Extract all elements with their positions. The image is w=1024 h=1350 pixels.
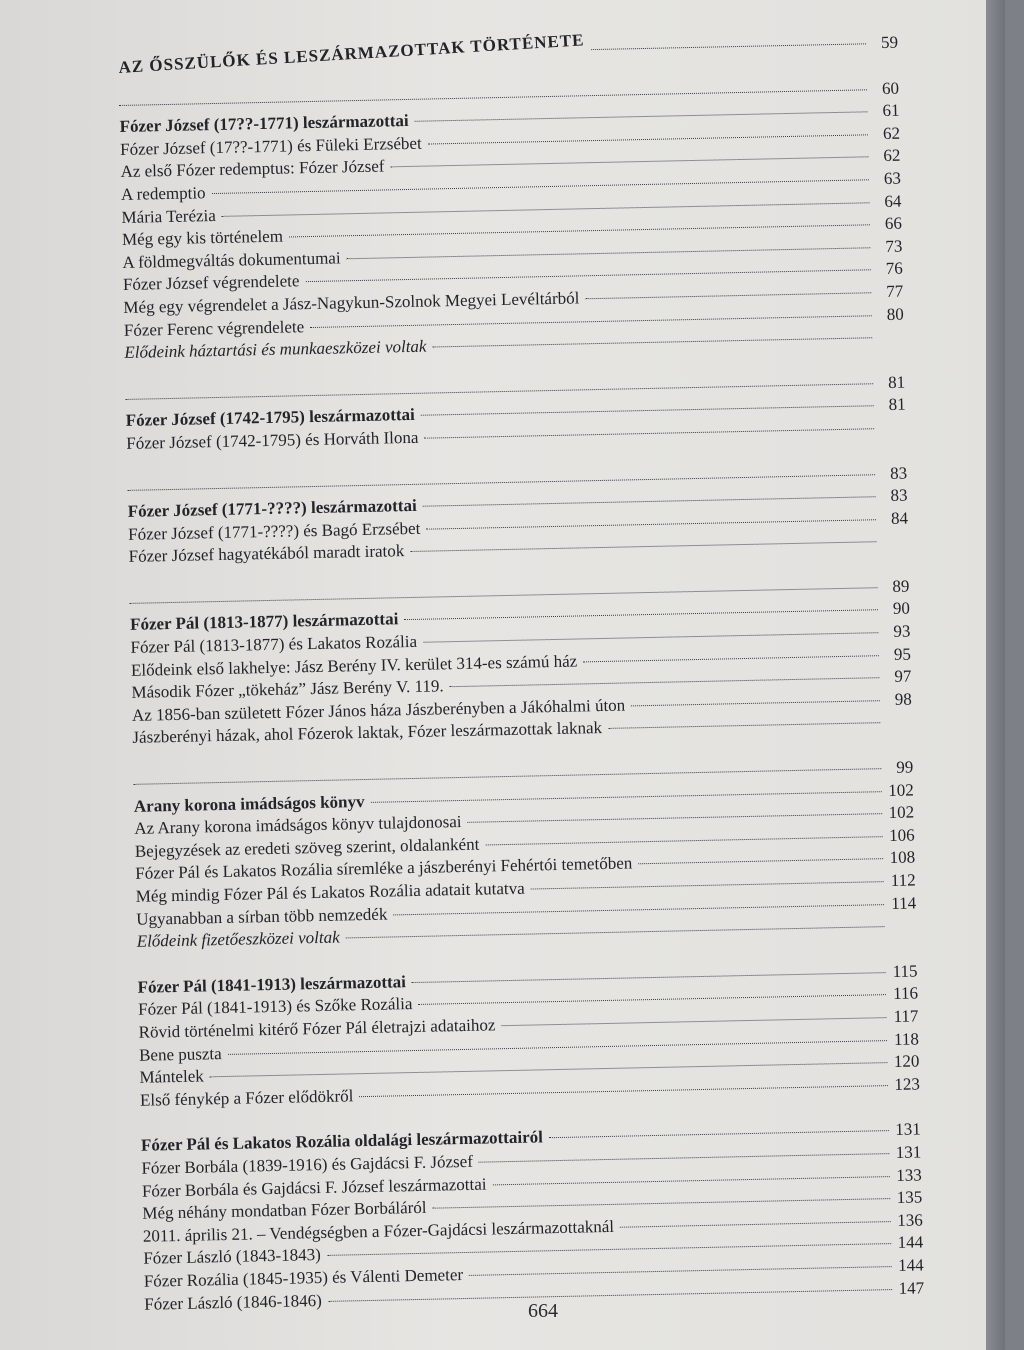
toc-entry-title: Fózer Pál (1841-1913) leszármazottai — [137, 971, 407, 997]
toc-entry-page: 76 — [885, 258, 903, 279]
toc-entry-page: 102 — [888, 780, 914, 800]
dot-leader — [415, 112, 868, 122]
toc-entry-page: 97 — [894, 666, 912, 687]
page-number-footer: 664 — [528, 1300, 558, 1322]
toc-entry-title: Mántelek — [139, 1066, 204, 1087]
toc-entry-title: Fózer Ferenc végrendelete — [123, 316, 305, 340]
toc-entry-title: Arany korona imádságos könyv — [133, 791, 365, 816]
dot-leader — [212, 179, 869, 194]
toc-entry-page: 123 — [894, 1074, 921, 1094]
toc-entry-title: Fózer József (1742-1795) leszármazottai — [125, 405, 415, 431]
toc-entry-page: 83 — [889, 463, 908, 483]
toc-entry-title: Még egy kis történelem — [121, 226, 284, 250]
dot-leader — [479, 1153, 889, 1163]
toc-entry-page: 115 — [892, 961, 918, 981]
dot-leader — [222, 202, 870, 217]
toc-entry-page: 73 — [885, 236, 903, 256]
dot-leader — [467, 813, 882, 823]
toc-entry-page: 112 — [890, 870, 916, 890]
toc-entry-title: Bene puszta — [138, 1043, 222, 1065]
toc-entry-title: Fózer József hagyatékából maradt iratok — [128, 541, 405, 567]
dot-leader — [501, 1017, 886, 1026]
dot-leader — [370, 791, 881, 803]
toc-entry-title: Még egy végrendelet a Jász-Nagykun-Szolnok Megyei Levéltárból — [123, 288, 580, 317]
dot-leader — [228, 1040, 887, 1055]
main-heading-title: AZ ŐSSZÜLŐK ÉS LESZÁRMAZOTTAK TÖRTÉNETE — [117, 30, 585, 77]
toc-entry-title: A redemptio — [120, 183, 206, 204]
toc-entry-title: Fózer József végrendelete — [122, 271, 300, 295]
toc-entry-title: Még mindig Fózer Pál és Lakatos Rozália adatait kutatva — [135, 878, 525, 906]
toc-entry-page: 133 — [896, 1164, 922, 1185]
dot-leader — [346, 926, 885, 938]
toc-entry-title: 2011. április 21. – Vendégségben a Fózer-Gajdácsi leszármazottaknál — [142, 1216, 615, 1246]
toc-entry-title: Rövid történelmi kitérő Fózer Pál életrajzi adataihoz — [138, 1015, 496, 1042]
toc-entry-page: 80 — [886, 304, 904, 324]
dot-leader — [424, 428, 874, 438]
toc-entry-title: Mária Terézia — [121, 205, 217, 227]
toc-entry-page: 63 — [883, 168, 902, 188]
dot-leader — [583, 655, 879, 662]
dot-leader — [432, 337, 872, 347]
dot-leader — [450, 677, 880, 687]
toc-entry-page: 131 — [895, 1119, 922, 1140]
toc-entry-page: 93 — [893, 621, 911, 641]
dot-leader — [390, 157, 868, 168]
toc-entry-title: Fózer József (1771-????) leszármazottai — [127, 495, 417, 521]
dot-leader — [310, 315, 872, 328]
toc-entry-title: Fózer József (17??-1771) leszármazottai — [119, 111, 409, 137]
toc-entry-page: 81 — [888, 394, 906, 415]
dot-leader — [423, 496, 876, 506]
toc-entry-page: 64 — [884, 191, 902, 211]
dot-leader — [433, 1198, 891, 1209]
dot-leader — [423, 632, 878, 643]
toc-entry-title: Fózer László (1846-1846) — [144, 1290, 322, 1314]
toc-entry-page: 102 — [888, 802, 915, 823]
toc-entry-page: 62 — [883, 146, 901, 166]
toc-entry-page: 117 — [893, 1006, 919, 1026]
toc-entry-page: 89 — [892, 576, 910, 596]
toc-entry-page: 114 — [891, 893, 917, 913]
toc-entry-title: Bejegyzések az eredeti szöveg szerint, oldalanként — [134, 834, 480, 861]
toc-entry-page: 108 — [889, 847, 916, 868]
toc-entry-page: 144 — [897, 1232, 924, 1253]
toc-entry-page: 84 — [890, 508, 909, 528]
dot-leader — [347, 247, 871, 259]
toc-entry-title: A földmegváltás dokumentumai — [122, 248, 341, 272]
toc-entry-page: 83 — [890, 485, 908, 506]
toc-entry-title: Ugyanabban a sírban több nemzedék — [136, 904, 388, 929]
toc-entry-title: Elődeink első lakhelye: Jász Berény IV. kerület 314-es számú ház — [130, 651, 578, 680]
toc-entry-page: 116 — [892, 983, 919, 1004]
dot-leader — [328, 1289, 892, 1302]
toc-entry-title: Fózer László (1843-1843) — [143, 1245, 322, 1269]
toc-entry-page: 77 — [886, 281, 904, 301]
toc-entry-title: Fózer Borbála és Gajdácsi F. József leszármazottai — [141, 1174, 487, 1201]
toc-entry-page — [878, 432, 906, 433]
toc-entry-title: Fózer Pál (1813-1877) leszármazottai — [129, 609, 399, 635]
toc-entry-title: Első fénykép a Fózer elődökről — [139, 1086, 354, 1110]
toc-entry-title: Fózer József (1742-1795) és Horváth Ilona — [126, 427, 419, 453]
toc-entry-page: 60 — [881, 78, 900, 98]
toc-entry-title: Még néhány mondatban Fózer Borbáláról — [142, 1197, 427, 1223]
toc-entry-title: Fózer Pál (1841-1913) és Szőke Rozália — [137, 994, 413, 1020]
toc-entry-title: Az Arany korona imádságos könyv tulajdonosai — [134, 812, 462, 839]
toc-entry-title: Elődeink fizetőeszközei voltak — [136, 927, 340, 951]
main-heading-page: 59 — [880, 32, 899, 53]
dot-leader — [305, 270, 870, 283]
toc-entry-page: 120 — [893, 1051, 920, 1072]
toc-entry-page: 62 — [882, 123, 901, 143]
dot-leader — [289, 224, 870, 237]
toc-entry-page: 99 — [896, 757, 914, 777]
toc-entry-page: 81 — [887, 372, 906, 392]
dot-leader — [469, 1266, 892, 1276]
toc-entry-title: Fózer Pál és Lakatos Rozália síremléke a jászberényi Fehértói temetőben — [135, 853, 633, 884]
dot-leader — [585, 292, 871, 299]
toc-entry-page: 147 — [898, 1277, 925, 1298]
toc-entry-page: 131 — [895, 1142, 922, 1162]
book-binding-edge — [986, 0, 1005, 1350]
dot-leader — [638, 859, 883, 865]
toc-entry-title: Fózer Pál (1813-1877) és Lakatos Rozália — [130, 631, 418, 657]
toc-entry-title: Fózer József (1771-????) és Bagó Erzsébet — [127, 518, 421, 544]
toc-entry-page — [881, 546, 909, 547]
toc-entry-page: 90 — [892, 599, 911, 619]
toc-entry-page: 144 — [897, 1255, 924, 1275]
dot-leader — [404, 610, 878, 621]
toc-entry-title: Fózer József (17??-1771) és Füleki Erzsébet — [119, 133, 422, 159]
dot-leader — [421, 406, 874, 416]
toc-entry-page: 66 — [884, 213, 903, 234]
dot-leader — [485, 836, 882, 845]
dot-leader — [591, 43, 866, 50]
toc-entry-title: Elődeink háztartási és munkaeszközei voltak — [124, 336, 427, 363]
toc-entry-title: Jászberényi házak, ahol Fózerok laktak, Fózer leszármazottak laknak — [132, 718, 603, 748]
toc-entry-title: Második Fózer „tökeház” Jász Berény V. 119. — [131, 676, 444, 703]
dot-leader — [493, 1176, 890, 1185]
dot-leader — [359, 1085, 888, 1097]
toc-entry-page: 106 — [888, 825, 915, 845]
toc-entry-page: 118 — [893, 1029, 920, 1049]
toc-entry-page: 95 — [893, 644, 912, 664]
dot-leader — [412, 972, 886, 983]
dot-leader — [426, 519, 876, 529]
toc-entry-page: 98 — [894, 689, 913, 709]
dot-leader — [410, 542, 876, 553]
toc-entry-page: 136 — [897, 1210, 923, 1230]
toc-entry-title: Fózer Borbála (1839-1916) és Gajdácsi F. József — [141, 1151, 474, 1178]
toc-entry-title: Az első Fózer redemptus: Fózer József — [120, 156, 385, 182]
dot-leader — [631, 700, 880, 706]
dot-leader — [620, 1221, 891, 1228]
toc-entry-page — [884, 727, 912, 728]
toc-entry-page — [876, 342, 904, 343]
dot-leader — [393, 904, 884, 915]
toc-entry-title: Fózer Pál és Lakatos Rozália oldalági leszármazottairól — [140, 1127, 544, 1156]
dot-leader — [418, 994, 886, 1005]
toc-entry-page — [889, 931, 917, 932]
dot-leader — [549, 1130, 889, 1138]
dot-leader — [428, 134, 868, 144]
toc-entry-page: 61 — [882, 100, 900, 121]
dot-leader — [327, 1243, 891, 1256]
toc-entry-title: Az 1856-ban született Fózer János háza Jászberényben a Jákóhalmi úton — [131, 695, 626, 725]
table-of-contents — [118, 32, 924, 1316]
dot-leader — [608, 723, 880, 730]
dot-leader — [531, 881, 884, 889]
toc-entry-page: 135 — [896, 1187, 923, 1208]
toc-entry-title: Fózer Rozália (1845-1935) és Válenti Demeter — [143, 1264, 464, 1291]
